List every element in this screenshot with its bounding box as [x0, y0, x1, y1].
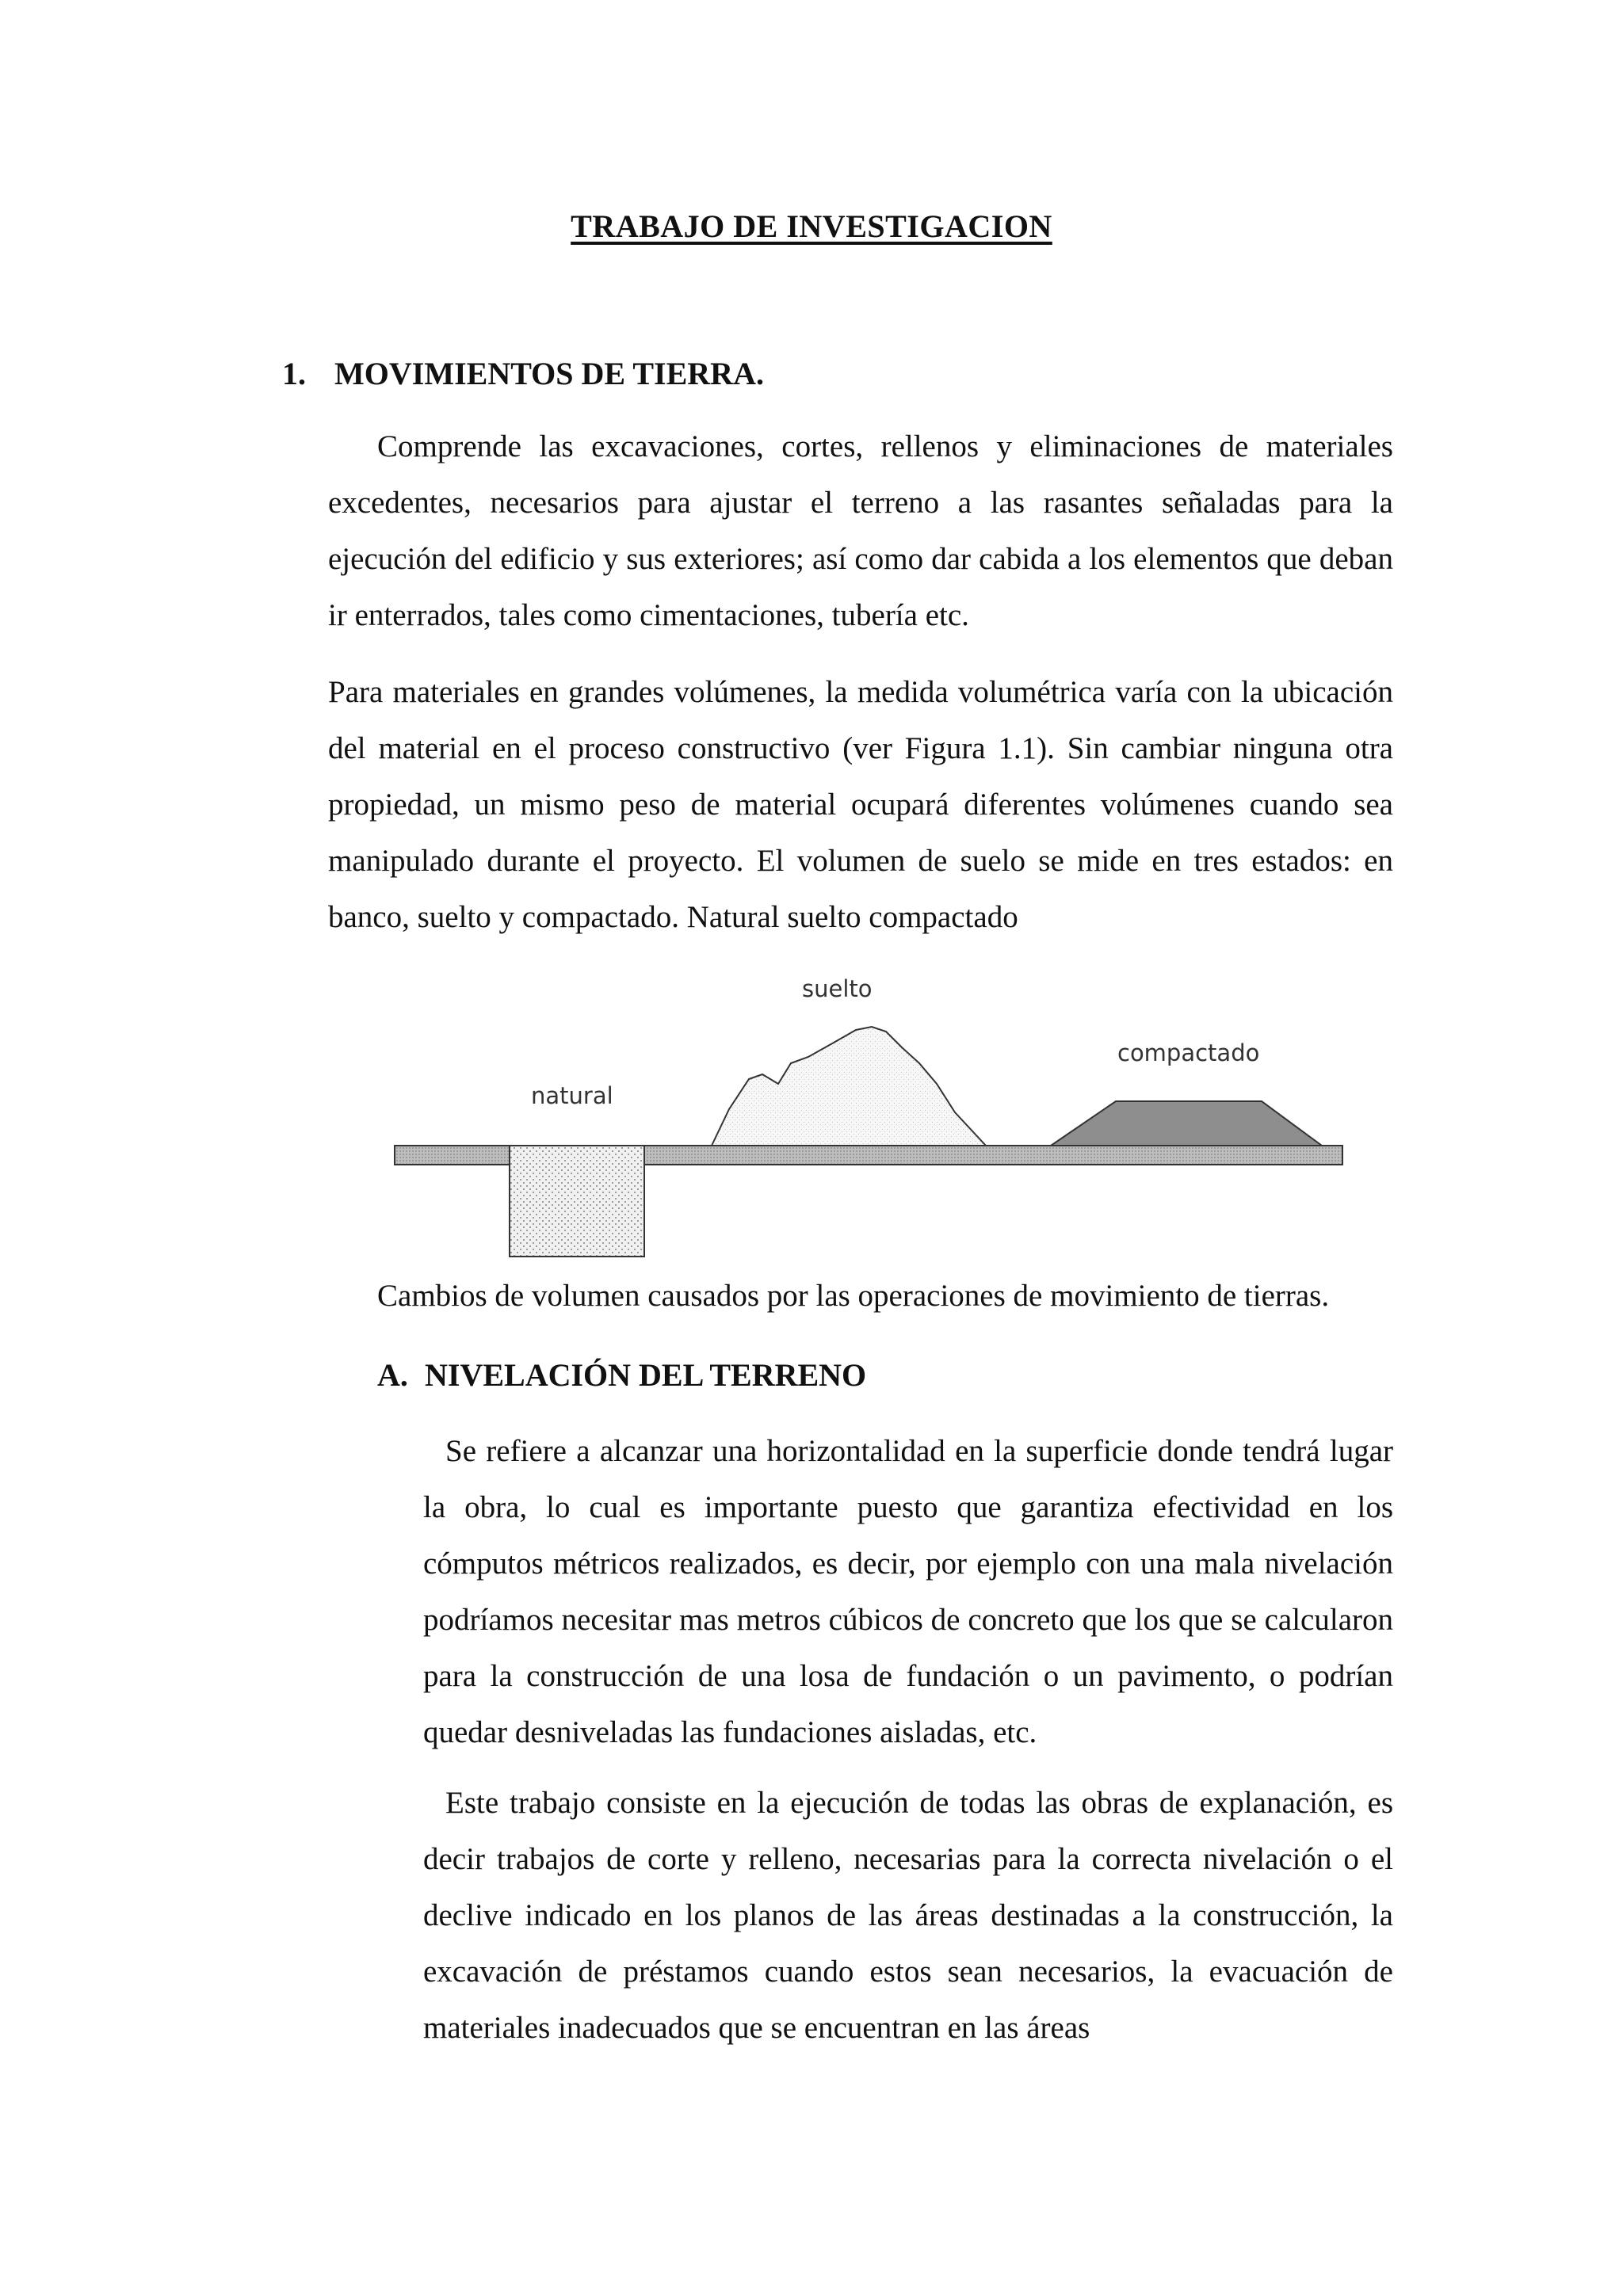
paragraph-2: Para materiales en grandes volúmenes, la medida volumétrica varía con la ubicación del material en el proceso constructivo (ver Figura 1.1). Sin cambiar ninguna otra propiedad, un mismo peso de material ocupará diferentes volúmenes cuando sea manipulado durante el proyecto. El volumen de suelo se mide en tres estados: en banco, suelto y compactado. Natural suelto compactado	[328, 675, 1393, 934]
natural-pit	[510, 1146, 644, 1257]
subsection-heading	[377, 1356, 866, 1394]
compacted-mound	[1051, 1101, 1322, 1146]
paragraph-1: Comprende las excavaciones, cortes, rellenos y eliminaciones de materiales excedentes, necesarios para ajustar el terreno a las rasantes señaladas para la ejecución del edificio y sus exteriores; así como dar cabida a los elementos que deban ir enterrados, tales como cimentaciones, tubería etc.	[328, 429, 1393, 632]
paragraph-4: Este trabajo consiste en la ejecución de todas las obras de explanación, es decir trabajos de corte y relleno, necesarias para la correcta nivelación o el declive indicado en los planos de las áreas destinadas a la construcción, la excavación de préstamos cuando estos sean necesarios, la evacuación de materiales inadecuados que se encuentran en las áreas	[423, 1786, 1393, 2045]
label-natural: natural	[531, 1082, 613, 1109]
label-compactado: compactado	[1117, 1039, 1260, 1066]
figure-caption: Cambios de volumen causados por las operaciones de movimiento de tierras.	[377, 1279, 1330, 1313]
section-title: MOVIMIENTOS DE TIERRA.	[334, 356, 764, 391]
document-title: TRABAJO DE INVESTIGACION	[571, 208, 1052, 244]
paragraph-3: Se refiere a alcanzar una horizontalidad en la superficie donde tendrá lugar la obra, lo cual es importante puesto que garantiza efectividad en los cómputos métricos realizados, es decir, por ejemplo con una mala nivelación podríamos necesitar mas metros cúbicos de concreto que los que se calcularon para la construcción de una losa de fundación o un pavimento, o podrían quedar desniveladas las fundaciones aisladas, etc.	[423, 1434, 1393, 1749]
section-number: 1.	[282, 356, 306, 391]
label-suelto: suelto	[802, 975, 873, 1002]
loose-pile	[712, 1027, 986, 1146]
subsection-letter: A.	[377, 1357, 408, 1393]
subsection-title: NIVELACIÓN DEL TERRENO	[425, 1357, 867, 1393]
